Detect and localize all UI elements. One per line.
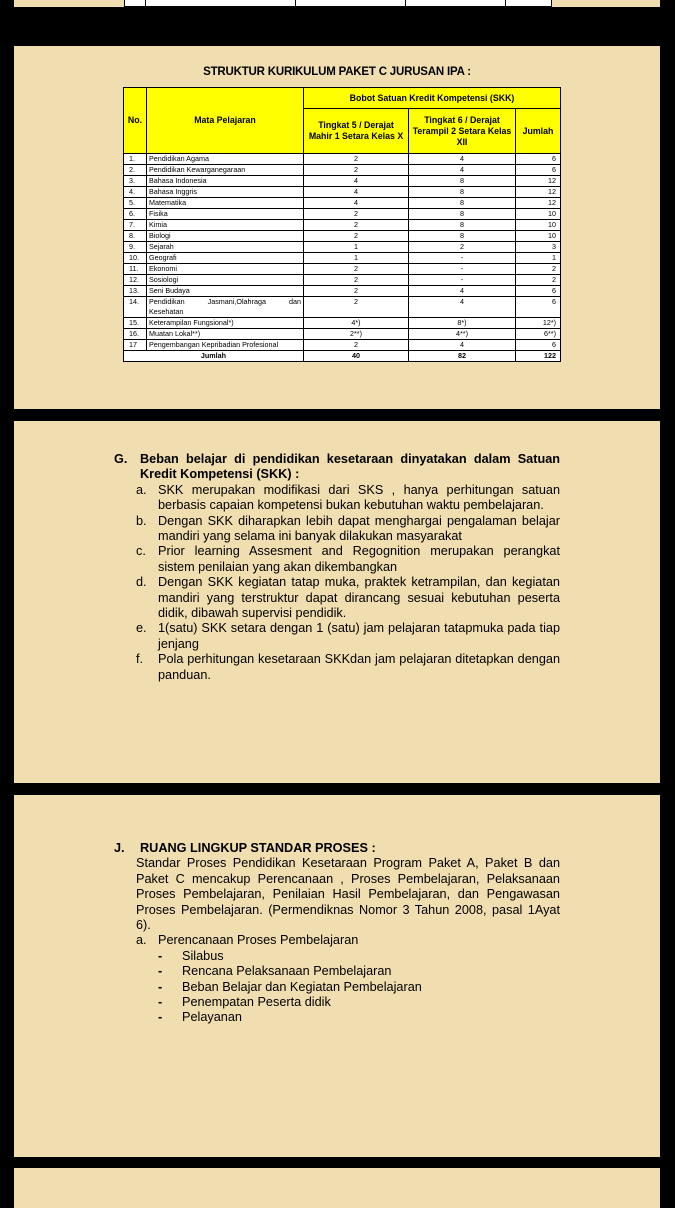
table-row: 7. Kimia 2 8 10 <box>124 220 561 231</box>
slide-section-j <box>14 795 660 1157</box>
section-j-body: Standar Proses Pendidikan Kesetaraan Program Paket A, Paket B dan Paket C mencakup Perencanaan , Proses Pembelajaran, Pelaksanaan Proses Pembelajaran, Penilaian Hasil Pembelajaran, dan Pengawasan Proses Pembelajaran. (Permendiknas Nomor 3 Tahun 2008, pasal 1Ayat 6). <box>136 856 560 933</box>
section-g <box>114 452 560 683</box>
table-row: 6. Fisika 2 8 10 <box>124 209 561 220</box>
table-row: 1. Pendidikan Agama 2 4 6 <box>124 154 561 165</box>
section-g-heading: G. Beban belajar di pendidikan kesetaraan dinyatakan dalam Satuan Kredit Kompetensi (SKK) : <box>114 452 560 482</box>
curriculum-table <box>123 87 561 362</box>
table-title: STRUKTUR KURIKULUM PAKET C JURUSAN IPA : <box>203 66 471 78</box>
table-row: 11. Ekonomi 2 - 2 <box>124 264 561 275</box>
table-fragment <box>124 0 552 7</box>
previous-slide-fragment <box>14 0 660 7</box>
list-item: f. Pola perhitungan kesetaraan SKKdan jam pelajaran ditetapkan dengan panduan. <box>136 652 560 682</box>
header-level6: Tingkat 6 / Derajat Terampil 2 Setara Kelas XII <box>409 109 516 154</box>
list-item: e. 1(satu) SKK setara dengan 1 (satu) jam pelajaran tatapmuka pada tiap jenjang <box>136 621 560 651</box>
table-row: 14. Pendidikan Jasmani,Olahraga dan Kesehatan 2 4 6 <box>124 297 561 318</box>
section-j-subitem: a. Perencanaan Proses Pembelajaran <box>136 933 359 948</box>
bullet-item: - Pelayanan <box>158 1010 242 1025</box>
table-row: 4. Bahasa Inggris 4 8 12 <box>124 187 561 198</box>
bullet-item: - Rencana Pelaksanaan Pembelajaran <box>158 964 392 979</box>
header-total: Jumlah <box>516 109 561 154</box>
slide-section-g <box>14 421 660 783</box>
list-item: d. Dengan SKK kegiatan tatap muka, praktek ketrampilan, dan kegiatan mandiri yang terstruktur dapat dirancang sesuai kebutuhan peserta didik, dibawah supervisi pendidik. <box>136 575 560 621</box>
table-row: 15. Keterampilan Fungsional*) 4*) 8*) 12*) <box>124 318 561 329</box>
list-item: b. Dengan SKK diharapkan lebih dapat menghargai pengalaman belajar mandiri yang selama ini banyak dilakukan masyarakat <box>136 513 560 544</box>
table-row: 9. Sejarah 1 2 3 <box>124 242 561 253</box>
bullet-item: - Penempatan Peserta didik <box>158 995 331 1010</box>
list-item: a. SKK merupakan modifikasi dari SKS , hanya perhitungan satuan berbasis capaian kompetensi bukan kebutuhan waktu pembelajaran. <box>136 482 560 513</box>
section-j-heading: J. RUANG LINGKUP STANDAR PROSES : <box>114 841 376 855</box>
header-skk: Bobot Satuan Kredit Kompetensi (SKK) <box>304 88 561 109</box>
bullet-item: - Silabus <box>158 948 224 963</box>
table-row: 2. Pendidikan Kewarganegaraan 2 4 6 <box>124 165 561 176</box>
bullet-item: - Beban Belajar dan Kegiatan Pembelajaran <box>158 979 422 994</box>
table-row: 17 Pengembangan Kepribadian Profesional 2 4 6 <box>124 340 561 351</box>
header-no: No. <box>124 88 147 154</box>
table-row: 16. Muatan Lokal**) 2**) 4**) 6**) <box>124 329 561 340</box>
list-item: c. Prior learning Assesment and Regognition merupakan perangkat sistem penilaian yang akan dikembangkan <box>136 544 560 574</box>
table-row: 10. Geografi 1 - 1 <box>124 253 561 264</box>
table-row: 3. Bahasa Indonesia 4 8 12 <box>124 176 561 187</box>
section-j <box>114 841 560 1026</box>
table-sum-row: Jumlah 40 82 122 <box>124 351 561 362</box>
header-level5: Tingkat 5 / Derajat Mahir 1 Setara Kelas X <box>304 109 409 154</box>
slide-curriculum-table <box>14 46 660 409</box>
table-row: 8. Biologi 2 8 10 <box>124 231 561 242</box>
next-slide-fragment <box>14 1168 660 1208</box>
header-subject: Mata Pelajaran <box>147 88 304 154</box>
table-row: 12. Sosiologi 2 - 2 <box>124 275 561 286</box>
table-row: 13. Seni Budaya 2 4 6 <box>124 286 561 297</box>
table-row: 5. Matematika 4 8 12 <box>124 198 561 209</box>
